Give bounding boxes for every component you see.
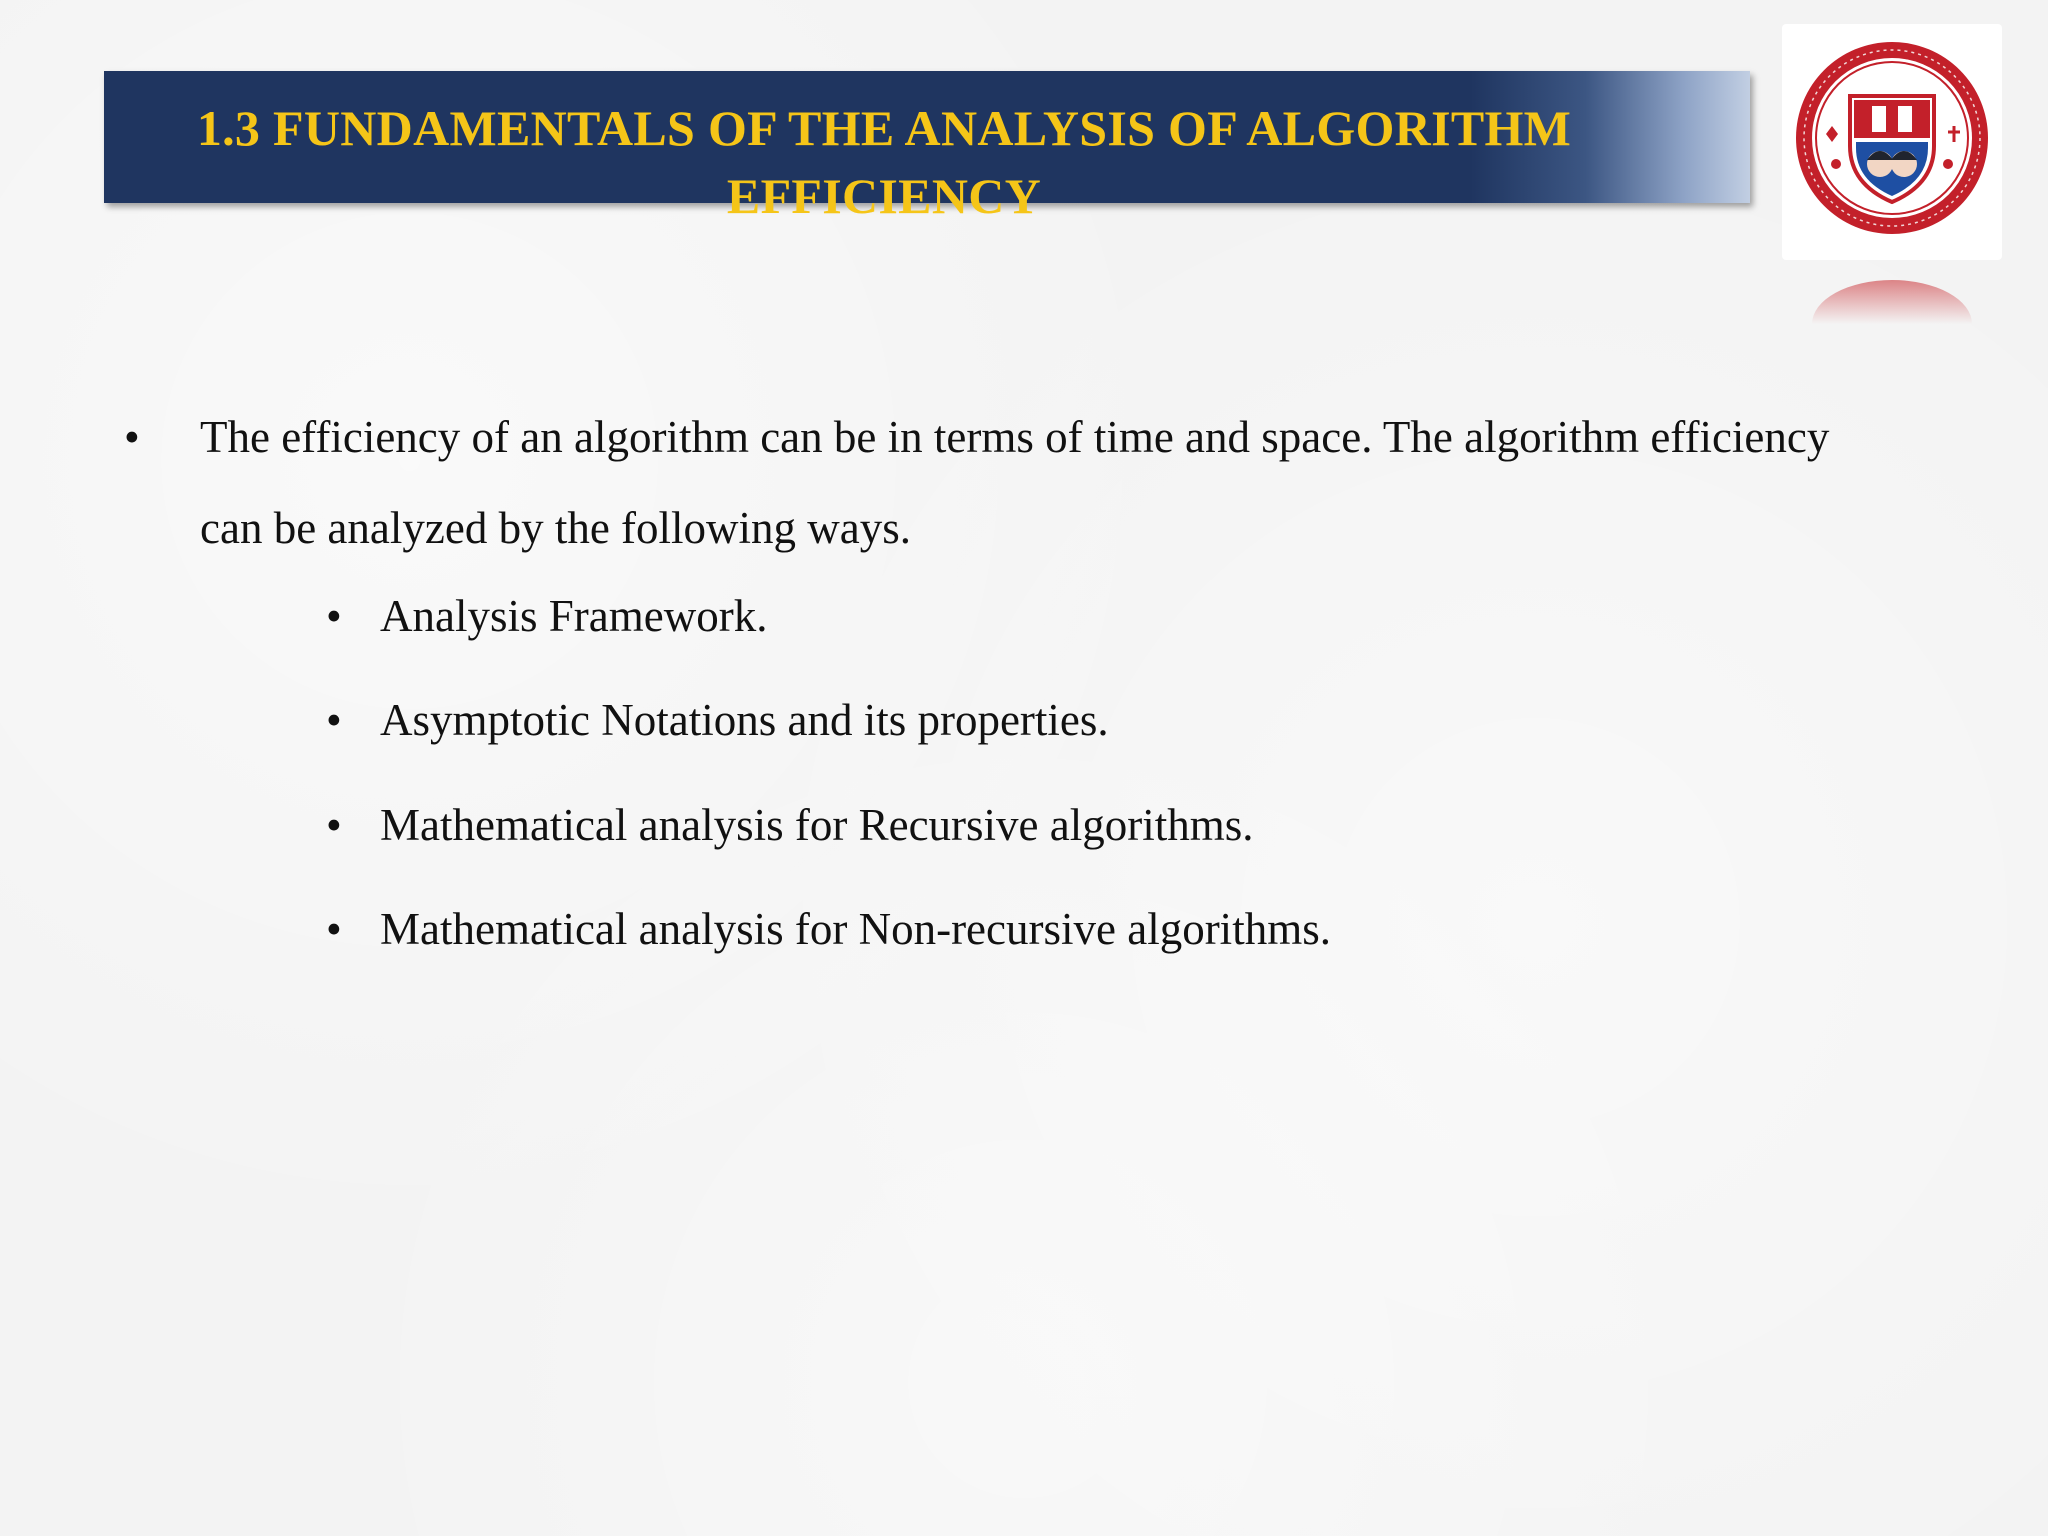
- bullet-dot: •: [326, 591, 342, 641]
- sub-bullet-text: Asymptotic Notations and its properties.: [380, 695, 1109, 745]
- main-bullet-text: The efficiency of an algorithm can be in terms of time and space. The algorithm efficiency can be analyzed by the following ways.: [200, 412, 1830, 553]
- sub-bullet-text: Mathematical analysis for Recursive algorithms.: [380, 800, 1254, 850]
- bullet-dot: •: [124, 412, 140, 462]
- sub-bullet-text: Analysis Framework.: [380, 591, 768, 641]
- bullet-dot: •: [326, 695, 342, 745]
- bullet-dot: •: [326, 904, 342, 954]
- sub-bullet-text: Mathematical analysis for Non-recursive algorithms.: [380, 904, 1331, 954]
- bullet-dot: •: [326, 800, 342, 850]
- slide-title: 1.3 FUNDAMENTALS OF THE ANALYSIS OF ALGORITHM EFFICIENCY: [196, 100, 1572, 224]
